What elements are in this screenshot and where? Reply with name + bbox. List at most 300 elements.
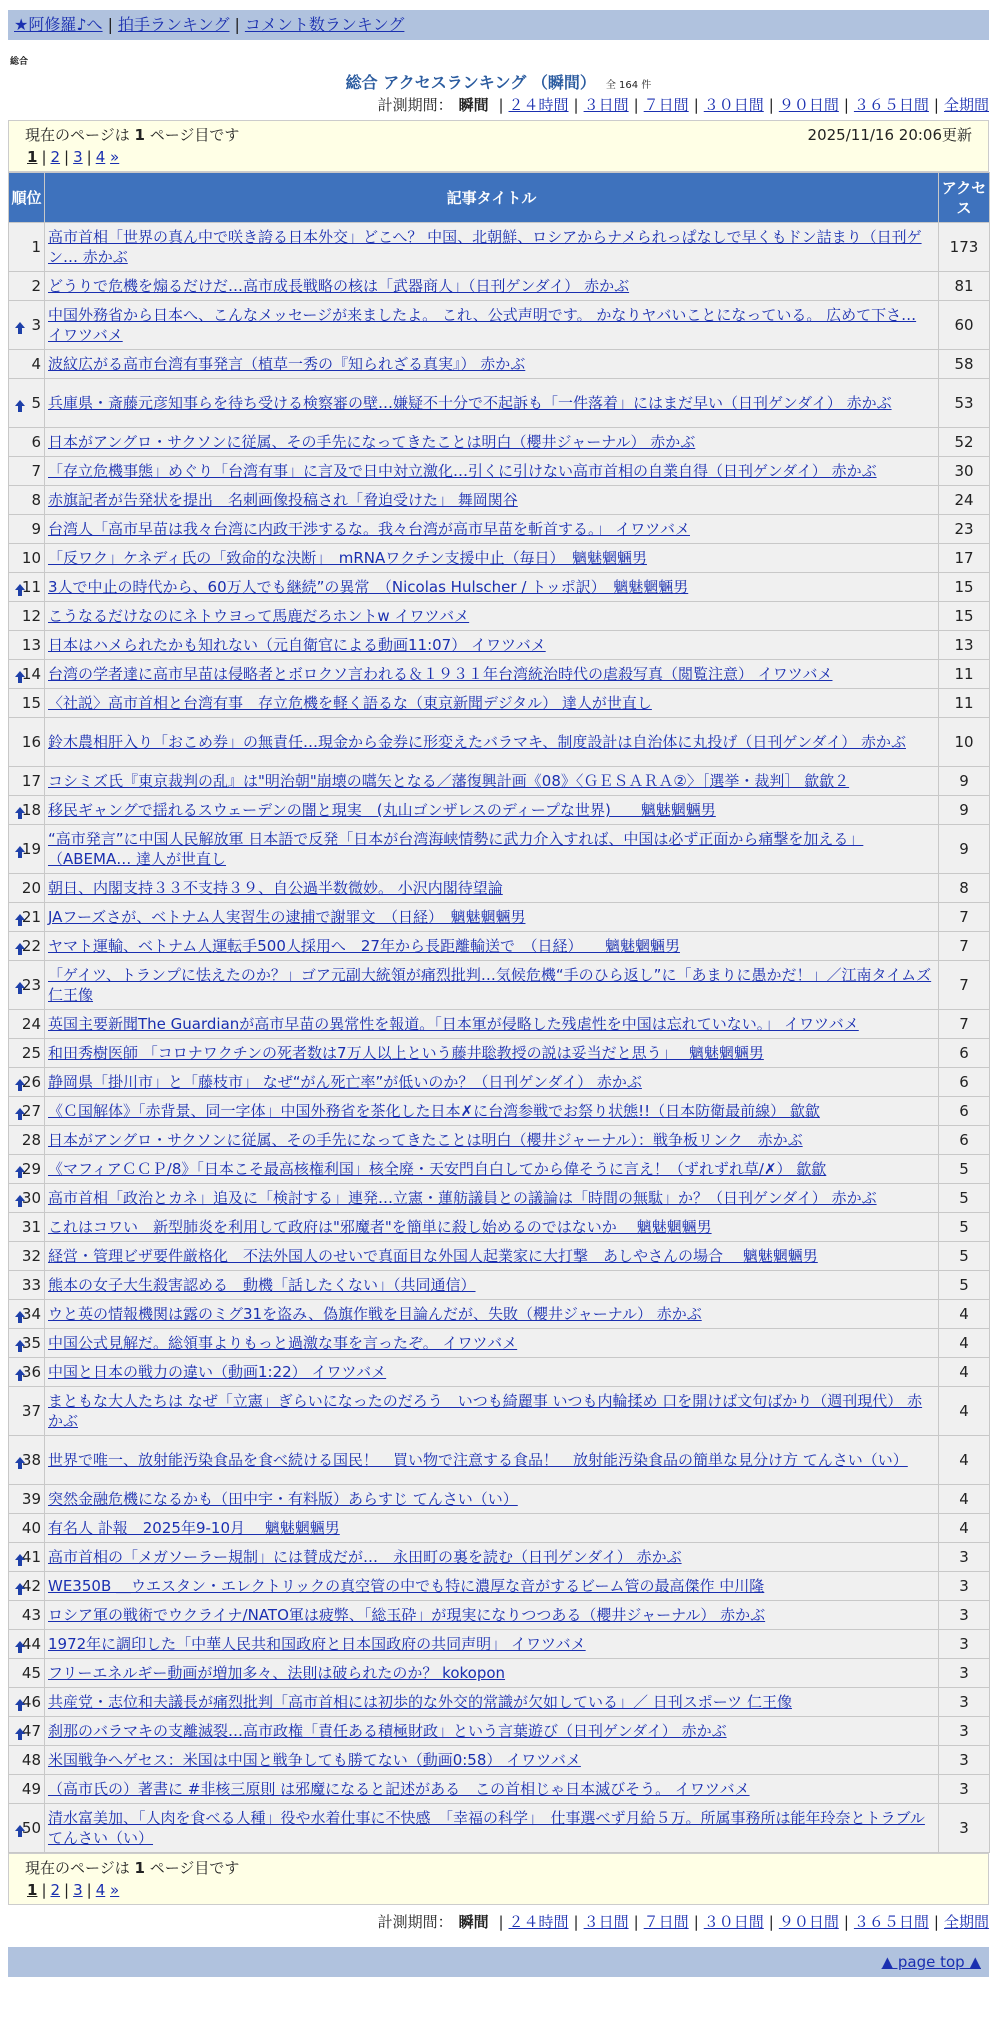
- table-row: [9, 379, 990, 428]
- rank-number: 36: [21, 1363, 41, 1381]
- nav-separator: |: [234, 15, 240, 34]
- article-link[interactable]: 1972年に調印した「中華人民共和国政府と日本国政府の共同声明」 イワツバメ: [48, 1635, 586, 1653]
- period-link[interactable]: ２４時間: [508, 96, 569, 114]
- table-row: [9, 1184, 990, 1213]
- table-row: [9, 874, 990, 903]
- title-cell: [45, 1184, 939, 1213]
- rank-cell: [9, 1010, 45, 1039]
- access-count: 3: [939, 1746, 990, 1775]
- article-link[interactable]: 中国公式見解だ。総領事よりもっと過激な事を言ったぞ。 イワツバメ: [48, 1334, 518, 1352]
- period-separator: |: [498, 1913, 504, 1931]
- table-row: [9, 961, 990, 1010]
- title-cell: [45, 1068, 939, 1097]
- period-separator: |: [843, 96, 849, 114]
- access-count: 6: [939, 1039, 990, 1068]
- page-title: 総合 アクセスランキング （瞬間）: [345, 73, 596, 92]
- article-link[interactable]: “高市発言”に中国人民解放軍 日本語で反発「日本が台湾海峡情勢に武力介入すれば、中国は必ず正面から痛撃を加える」（ABEMA… 達人が世直し: [48, 830, 864, 868]
- article-link[interactable]: こうなるだけなのにネトウヨって馬鹿だろホントw イワツバメ: [48, 607, 470, 625]
- next-page-link[interactable]: »: [110, 1881, 120, 1899]
- article-link[interactable]: 米国戦争へゲセス：米国は中国と戦争しても勝てない（動画0:58） イワツバメ: [48, 1751, 581, 1769]
- title-cell: [45, 457, 939, 486]
- article-link[interactable]: 突然金融危機になるかも（田中宇・有料版）あらすじ てんさい（い）: [48, 1490, 518, 1508]
- table-row: [9, 515, 990, 544]
- page-separator: |: [86, 148, 92, 166]
- access-count: 7: [939, 932, 990, 961]
- title-cell: [45, 573, 939, 602]
- article-link[interactable]: 共産党・志位和夫議長が痛烈批判「高市首相には初歩的な外交的常識が欠如している」／ 日刊スポーツ 仁王像: [48, 1693, 792, 1711]
- access-count: 7: [939, 961, 990, 1010]
- period-link[interactable]: ２４時間: [508, 1913, 569, 1931]
- access-count: 3: [939, 1775, 990, 1804]
- article-link[interactable]: JAフーズさが、ベトナム人実習生の逮捕で謝罪文 （日経） 魑魅魍魎男: [48, 908, 526, 926]
- table-row: [9, 272, 990, 301]
- access-count: 3: [939, 1717, 990, 1746]
- rank-number: 16: [21, 733, 41, 751]
- period-label: 計測期間：: [377, 1913, 453, 1931]
- article-link[interactable]: どうりで危機を煽るだけだ…高市成長戦略の核は「武器商人」（日刊ゲンダイ） 赤かぶ: [48, 277, 630, 295]
- access-count: 3: [939, 1804, 990, 1853]
- rank-cell: [9, 660, 45, 689]
- title-cell: [45, 1387, 939, 1436]
- article-link[interactable]: 日本がアングロ・サクソンに従属、その手先になってきたことは明白（櫻井ジャーナル） 赤かぶ: [48, 433, 696, 451]
- table-row: [9, 1630, 990, 1659]
- table-row: [9, 1514, 990, 1543]
- rank-cell: [9, 223, 45, 272]
- article-link[interactable]: まともな大人たちは なぜ「立憲」ぎらいになったのだろう いつも綺麗事 いつも内輪揉め 口を開けば文句ばかり（週刊現代） 赤かぶ: [48, 1392, 923, 1430]
- access-count: 4: [939, 1358, 990, 1387]
- article-link[interactable]: 鈴木農相肝入り「おこめ券」の無責任…現金から金券に形変えたバラマキ、制度設計は自治体に丸投げ（日刊ゲンダイ） 赤かぶ: [48, 733, 906, 751]
- rank-cell: [9, 1068, 45, 1097]
- page-link[interactable]: 2: [50, 1881, 61, 1899]
- rank-cell: [9, 689, 45, 718]
- table-row: [9, 1775, 990, 1804]
- pager-box-bottom: [8, 1853, 989, 1905]
- rank-cell: [9, 796, 45, 825]
- rank-number: 4: [31, 355, 41, 373]
- rank-number: 12: [21, 607, 41, 625]
- article-link[interactable]: 高市首相の「メガソーラー規制」には賛成だが… 永田町の裏を読む（日刊ゲンダイ） 赤かぶ: [48, 1548, 682, 1566]
- table-row: [9, 223, 990, 272]
- access-count: 173: [939, 223, 990, 272]
- article-link[interactable]: ヤマト運輸、ベトナム人運転手500人採用へ 27年から長距離輸送で （日経） 魑魅魍魎男: [48, 937, 680, 955]
- home-link[interactable]: ★阿修羅♪へ: [14, 15, 103, 34]
- table-row: [9, 1804, 990, 1853]
- rank-cell: [9, 1358, 45, 1387]
- rank-number: 43: [21, 1606, 41, 1624]
- title-cell: [45, 767, 939, 796]
- page-separator: |: [86, 1881, 92, 1899]
- rank-cell: [9, 1436, 45, 1485]
- title-cell: [45, 428, 939, 457]
- rank-cell: [9, 544, 45, 573]
- table-row: [9, 428, 990, 457]
- period-separator: |: [843, 1913, 849, 1931]
- rank-up-arrow-icon: [15, 1195, 25, 1201]
- title-cell: [45, 1010, 939, 1039]
- rank-cell: [9, 1543, 45, 1572]
- access-count: 5: [939, 1155, 990, 1184]
- rank-number: 25: [21, 1044, 41, 1062]
- access-count: 3: [939, 1601, 990, 1630]
- access-count: 6: [939, 1097, 990, 1126]
- table-row: [9, 718, 990, 767]
- article-link[interactable]: 高市首相「世界の真ん中で咲き誇る日本外交」どこへ？ 中国、北朝鮮、ロシアからナメられっぱなしで早くもドン詰まり（日刊ゲン… 赤かぶ: [48, 228, 922, 266]
- article-link[interactable]: 3人で中止の時代から、60万人でも継続”の異常 （Nicolas Hulscher / トッポ訳） 魑魅魍魎男: [48, 578, 689, 596]
- rank-cell: [9, 631, 45, 660]
- table-row: [9, 1097, 990, 1126]
- title-cell: [45, 1543, 939, 1572]
- rank-cell: [9, 350, 45, 379]
- rank-cell: [9, 1155, 45, 1184]
- table-row: [9, 1300, 990, 1329]
- article-link[interactable]: 高市首相「政治とカネ」追及に「検討する」連発…立憲・蓮舫議員との議論は「時間の無駄」か？（日刊ゲンダイ） 赤かぶ: [48, 1189, 877, 1207]
- article-link[interactable]: 兵庫県・斎藤元彦知事らを待ち受ける検察審の壁…嫌疑不十分で不起訴も「一件落着」にはまだ早い（日刊ゲンダイ） 赤かぶ: [48, 394, 892, 412]
- rank-cell: [9, 486, 45, 515]
- title-cell: [45, 301, 939, 350]
- rank-up-arrow-icon: [15, 1166, 25, 1172]
- rank-number: 38: [21, 1451, 41, 1469]
- table-row: [9, 796, 990, 825]
- rank-cell: [9, 457, 45, 486]
- period-separator: |: [498, 96, 504, 114]
- title-cell: [45, 515, 939, 544]
- article-link[interactable]: 「ゲイツ、トランプに怯えたのか？」ゴア元副大統領が痛烈批判…気候危機“手のひら返し”に「あまりに愚かだ！」／江南タイムズ 仁王像: [48, 966, 932, 1004]
- period-link[interactable]: ７日間: [643, 96, 689, 114]
- access-count: 15: [939, 573, 990, 602]
- rank-up-arrow-icon: [15, 1728, 25, 1734]
- article-link[interactable]: 〈社説〉高市首相と台湾有事 存立危機を軽く語るな（東京新聞デジタル） 達人が世直し: [48, 694, 652, 712]
- table-row: [9, 689, 990, 718]
- period-link[interactable]: ９０日間: [778, 1913, 839, 1931]
- table-row: [9, 1688, 990, 1717]
- article-link[interactable]: （高市氏の）著書に #非核三原則 は邪魔になると記述がある この首相じゃ日本滅びそう。 イワツバメ: [48, 1780, 750, 1798]
- rank-cell: [9, 515, 45, 544]
- article-link[interactable]: 世界で唯一、放射能汚染食品を食べ続ける国民！ 買い物で注意する食品！ 放射能汚染食品の簡単な見分け方 てんさい（い）: [48, 1451, 908, 1469]
- access-count: 3: [939, 1572, 990, 1601]
- access-count: 5: [939, 1242, 990, 1271]
- rank-cell: [9, 1746, 45, 1775]
- access-count: 8: [939, 874, 990, 903]
- table-row: [9, 573, 990, 602]
- rank-cell: [9, 874, 45, 903]
- access-count: 7: [939, 1010, 990, 1039]
- rank-number: 40: [21, 1519, 41, 1537]
- table-row: [9, 1659, 990, 1688]
- title-cell: [45, 1039, 939, 1068]
- rank-up-arrow-icon: [15, 1340, 25, 1346]
- article-link[interactable]: 日本はハメられたかも知れない（元自衛官による動画11:07） イワツバメ: [48, 636, 546, 654]
- rank-number: 44: [21, 1635, 41, 1653]
- period-separator: |: [933, 1913, 939, 1931]
- title-cell: [45, 689, 939, 718]
- rank-number: 41: [21, 1548, 41, 1566]
- rank-cell: [9, 272, 45, 301]
- nav-separator: |: [107, 15, 113, 34]
- total-count: 全 164 件: [605, 80, 652, 91]
- rank-cell: [9, 1300, 45, 1329]
- title-header: 記事タイトル: [45, 173, 939, 223]
- rank-number: 17: [21, 772, 41, 790]
- rank-cell: [9, 718, 45, 767]
- period-link[interactable]: 全期間: [943, 96, 989, 114]
- table-row: [9, 1213, 990, 1242]
- updated-time: 2025/11/16 20:06更新: [807, 126, 972, 144]
- article-link[interactable]: コシミズ氏『東京裁判の乱』は"明治朝"崩壊の嚆矢となる／藩復興計画《08》〈ＧＥＳＡＲＡ②〉［選挙・裁判］ 歙歙２: [48, 772, 850, 790]
- period-separator: |: [768, 1913, 774, 1931]
- rank-up-arrow-icon: [15, 846, 25, 852]
- rank-up-arrow-icon: [15, 1825, 25, 1831]
- access-count: 9: [939, 796, 990, 825]
- rank-cell: [9, 1601, 45, 1630]
- rank-cell: [9, 1630, 45, 1659]
- rank-number: 10: [21, 549, 41, 567]
- period-label: 計測期間：: [377, 96, 453, 114]
- article-link[interactable]: 波紋広がる高市台湾有事発言（植草一秀の『知られざる真実』） 赤かぶ: [48, 355, 526, 373]
- access-count: 81: [939, 272, 990, 301]
- article-link[interactable]: これはコワい 新型肺炎を利用して政府は"邪魔者"を簡単に殺し始めるのではないか 魑魅魍魎男: [48, 1218, 712, 1236]
- access-count: 53: [939, 379, 990, 428]
- table-row: [9, 1068, 990, 1097]
- title-cell: [45, 1329, 939, 1358]
- rank-up-arrow-icon: [15, 1311, 25, 1317]
- ranking-table: [8, 172, 990, 1853]
- rank-header: 順位: [9, 173, 45, 223]
- rank-cell: [9, 1514, 45, 1543]
- title-cell: [45, 796, 939, 825]
- access-count: 5: [939, 1271, 990, 1300]
- period-link[interactable]: ３０日間: [703, 96, 764, 114]
- table-row: [9, 767, 990, 796]
- title-cell: [45, 602, 939, 631]
- article-link[interactable]: 中国外務省から日本へ、こんなメッセージが来ましたよ。 これ、公式声明です。 かなりヤバいことになっている。 広めて下さ… イワツバメ: [48, 306, 917, 344]
- rank-number: 35: [21, 1334, 41, 1352]
- table-row: [9, 1271, 990, 1300]
- rank-cell: [9, 1242, 45, 1271]
- page-top-link[interactable]: ▲ page top ▲: [881, 1953, 981, 1971]
- title-cell: [45, 874, 939, 903]
- article-link[interactable]: 静岡県「掛川市」と「藤枝市」 なぜ“がん死亡率”が低いのか？（日刊ゲンダイ） 赤かぶ: [48, 1073, 642, 1091]
- article-link[interactable]: 中国と日本の戦力の違い（動画1:22） イワツバメ: [48, 1363, 387, 1381]
- period-current: 瞬間: [458, 1913, 489, 1931]
- comment-ranking-link[interactable]: コメント数ランキング: [244, 15, 405, 34]
- rank-number: 29: [21, 1160, 41, 1178]
- current-page-text: 現在のページは 1 ページ目です: [25, 1859, 240, 1877]
- rank-up-arrow-icon: [15, 914, 25, 920]
- rank-cell: [9, 1184, 45, 1213]
- table-row: [9, 602, 990, 631]
- article-link[interactable]: 清水富美加、「人肉を食べる人種」役や水着仕事に不快感 「幸福の科学」 仕事選べず月給５万。所属事務所は能年玲奈とトラブル てんさい（い）: [48, 1809, 925, 1847]
- access-count: 9: [939, 825, 990, 874]
- rank-number: 23: [21, 976, 41, 994]
- period-link[interactable]: ３日間: [583, 96, 629, 114]
- page-separator: |: [41, 148, 47, 166]
- title-cell: [45, 1271, 939, 1300]
- page-link[interactable]: 4: [95, 148, 106, 166]
- period-current: 瞬間: [458, 96, 489, 114]
- title-cell: [45, 718, 939, 767]
- table-row: [9, 1039, 990, 1068]
- article-link[interactable]: 《Ｃ国解体》「赤背景、同一字体」中国外務省を茶化した日本✗に台湾参戦でお祭り状態!!（日本防衛最前線） 歙歙: [48, 1102, 820, 1120]
- page-link[interactable]: 3: [73, 148, 83, 166]
- pagination: [27, 146, 972, 168]
- article-link[interactable]: 刹那のバラマキの支離滅裂…高市政権「責任ある積極財政」という言葉遊び（日刊ゲンダイ） 赤かぶ: [48, 1722, 727, 1740]
- rank-number: 31: [21, 1218, 41, 1236]
- article-link[interactable]: 《マフィアＣＣＰ/8》「日本こそ最高核権利国」核全廃・天安門自白してから偉そうに言え！（ずれずれ草/✗） 歙歙: [48, 1160, 827, 1178]
- period-separator: |: [768, 96, 774, 114]
- table-row: [9, 1358, 990, 1387]
- table-row: [9, 1010, 990, 1039]
- title-cell: [45, 350, 939, 379]
- rank-number: 5: [31, 394, 41, 412]
- period-link[interactable]: ３６５日間: [853, 1913, 929, 1931]
- rank-up-arrow-icon: [15, 943, 25, 949]
- rank-up-arrow-icon: [15, 584, 25, 590]
- period-link[interactable]: ９０日間: [778, 96, 839, 114]
- title-cell: [45, 1601, 939, 1630]
- title-cell: [45, 1155, 939, 1184]
- access-count: 3: [939, 1543, 990, 1572]
- rank-number: 22: [21, 937, 41, 955]
- period-link[interactable]: ３６５日間: [853, 96, 929, 114]
- rank-number: 27: [21, 1102, 41, 1120]
- rank-cell: [9, 428, 45, 457]
- article-link[interactable]: 和田秀樹医師 「コロナワクチンの死者数は7万人以上という藤井聡教授の説は妥当だと思う」 魑魅魍魎男: [48, 1044, 764, 1062]
- title-cell: [45, 1436, 939, 1485]
- rank-up-arrow-icon: [15, 322, 25, 328]
- title-cell: [45, 223, 939, 272]
- article-link[interactable]: WE350B ＿ウエスタン・エレクトリックの真空管の中でも特に濃厚な音がするビーム管の最高傑作 中川隆: [48, 1577, 765, 1595]
- access-count: 9: [939, 767, 990, 796]
- table-row: [9, 457, 990, 486]
- pager-box: [8, 120, 989, 172]
- article-link[interactable]: 熊本の女子大生殺害認める 動機「話したくない」（共同通信）: [48, 1276, 476, 1294]
- rank-cell: [9, 1387, 45, 1436]
- table-row: [9, 486, 990, 515]
- page-link[interactable]: 4: [95, 1881, 106, 1899]
- page-separator: |: [64, 148, 70, 166]
- period-separator: |: [693, 1913, 699, 1931]
- title-cell: [45, 1358, 939, 1387]
- access-count: 4: [939, 1387, 990, 1436]
- table-row: [9, 825, 990, 874]
- access-count: 15: [939, 602, 990, 631]
- rank-cell: [9, 1329, 45, 1358]
- breadcrumb: 総合: [10, 57, 29, 67]
- table-row: [9, 1387, 990, 1436]
- access-header: アクセス: [939, 173, 990, 223]
- rank-number: 48: [21, 1751, 41, 1769]
- rank-up-arrow-icon: [15, 1079, 25, 1085]
- article-link[interactable]: 「反ワク」ケネディ氏の「致命的な決断」 mRNAワクチン支援中止（毎日） 魑魅魍魎男: [48, 549, 647, 567]
- title-cell: [45, 1659, 939, 1688]
- title-cell: [45, 660, 939, 689]
- rank-number: 19: [21, 840, 41, 858]
- rank-number: 20: [21, 879, 41, 897]
- rank-cell: [9, 961, 45, 1010]
- rank-number: 30: [21, 1189, 41, 1207]
- period-link[interactable]: ３０日間: [703, 1913, 764, 1931]
- article-link[interactable]: ウと英の情報機関は露のミグ31を盗み、偽旗作戦を目論んだが、失敗（櫻井ジャーナル） 赤かぶ: [48, 1305, 702, 1323]
- period-separator: |: [693, 96, 699, 114]
- rank-number: 37: [21, 1402, 41, 1420]
- table-row: [9, 1746, 990, 1775]
- article-link[interactable]: 台湾の学者達に高市早苗は侵略者とボロクソ言われる＆１９３１年台湾統治時代の虐殺写真（閲覧注意） イワツバメ: [48, 665, 833, 683]
- rank-number: 14: [21, 665, 41, 683]
- article-link[interactable]: 朝日、内閣支持３３不支持３９、自公過半数微妙。 小沢内閣待望論: [48, 879, 503, 897]
- table-row: [9, 1436, 990, 1485]
- article-link[interactable]: 有名人 訃報 2025年9-10月 魑魅魍魎男: [48, 1519, 340, 1537]
- access-count: 4: [939, 1329, 990, 1358]
- period-link[interactable]: ３日間: [583, 1913, 629, 1931]
- clap-ranking-link[interactable]: 拍手ランキング: [117, 15, 230, 34]
- article-link[interactable]: 移民ギャングで揺れるスウェーデンの闇と現実 (丸山ゴンザレスのディープな世界) 魑魅魍魎男: [48, 801, 716, 819]
- table-row: [9, 631, 990, 660]
- page-separator: |: [41, 1881, 47, 1899]
- rank-cell: [9, 602, 45, 631]
- period-separator: |: [633, 1913, 639, 1931]
- rank-up-arrow-icon: [15, 982, 25, 988]
- access-count: 52: [939, 428, 990, 457]
- rank-cell: [9, 301, 45, 350]
- current-page-text: 現在のページは 1 ページ目です: [25, 126, 240, 144]
- page-separator: |: [64, 1881, 70, 1899]
- table-header-row: [9, 173, 990, 223]
- rank-number: 28: [21, 1131, 41, 1149]
- article-link[interactable]: ロシア軍の戦術でウクライナ/NATO軍は疲弊、「総玉砕」が現実になりつつある（櫻井ジャーナル） 赤かぶ: [48, 1606, 766, 1624]
- top-nav-bar: [8, 10, 989, 40]
- next-page-link[interactable]: »: [110, 148, 120, 166]
- rank-number: 21: [21, 908, 41, 926]
- article-link[interactable]: 台湾人「高市早苗は我々台湾に内政干渉するな。我々台湾が高市早苗を斬首する。」 イワツバメ: [48, 520, 690, 538]
- title-cell: [45, 1746, 939, 1775]
- rank-number: 46: [21, 1693, 41, 1711]
- article-link[interactable]: 英国主要新聞The Guardianが高市早苗の異常性を報道。「日本軍が侵略した残虐性を中国は忘れていない。」 イワツバメ: [48, 1015, 859, 1033]
- page-link[interactable]: 3: [73, 1881, 83, 1899]
- access-count: 10: [939, 718, 990, 767]
- article-link[interactable]: 赤旗記者が告発状を提出 名刺画像投稿され「脅迫受けた」 舞岡関谷: [48, 491, 518, 509]
- rank-cell: [9, 903, 45, 932]
- rank-up-arrow-icon: [15, 400, 25, 406]
- page-link[interactable]: 2: [50, 148, 61, 166]
- rank-up-arrow-icon: [15, 671, 25, 677]
- rank-cell: [9, 1717, 45, 1746]
- rank-cell: [9, 1688, 45, 1717]
- article-link[interactable]: 日本がアングロ・サクソンに従属、その手先になってきたことは明白（櫻井ジャーナル）：戦争板リンク 赤かぶ: [48, 1131, 803, 1149]
- table-row: [9, 1572, 990, 1601]
- rank-up-arrow-icon: [15, 1699, 25, 1705]
- rank-up-arrow-icon: [15, 1583, 25, 1589]
- access-count: 3: [939, 1630, 990, 1659]
- period-link[interactable]: 全期間: [943, 1913, 989, 1931]
- article-link[interactable]: 「存立危機事態」めぐり「台湾有事」に言及で日中対立激化…引くに引けない高市首相の自業自得（日刊ゲンダイ） 赤かぶ: [48, 462, 877, 480]
- rank-cell: [9, 1485, 45, 1514]
- table-row: [9, 1329, 990, 1358]
- rank-cell: [9, 1039, 45, 1068]
- rank-number: 33: [21, 1276, 41, 1294]
- period-link[interactable]: ７日間: [643, 1913, 689, 1931]
- article-link[interactable]: 経営・管理ビザ要件厳格化 不法外国人のせいで真面目な外国人起業家に大打撃 あしやさんの場合 魑魅魍魎男: [48, 1247, 818, 1265]
- rank-number: 1: [31, 238, 41, 256]
- rank-up-arrow-icon: [15, 1457, 25, 1463]
- title-cell: [45, 1775, 939, 1804]
- rank-up-arrow-icon: [15, 1369, 25, 1375]
- access-count: 24: [939, 486, 990, 515]
- page-current: 1: [27, 1881, 38, 1899]
- rank-number: 7: [31, 462, 41, 480]
- access-count: 6: [939, 1068, 990, 1097]
- title-cell: [45, 961, 939, 1010]
- article-link[interactable]: フリーエネルギー動画が増加多々、法則は破られたのか？ kokopon: [48, 1664, 506, 1682]
